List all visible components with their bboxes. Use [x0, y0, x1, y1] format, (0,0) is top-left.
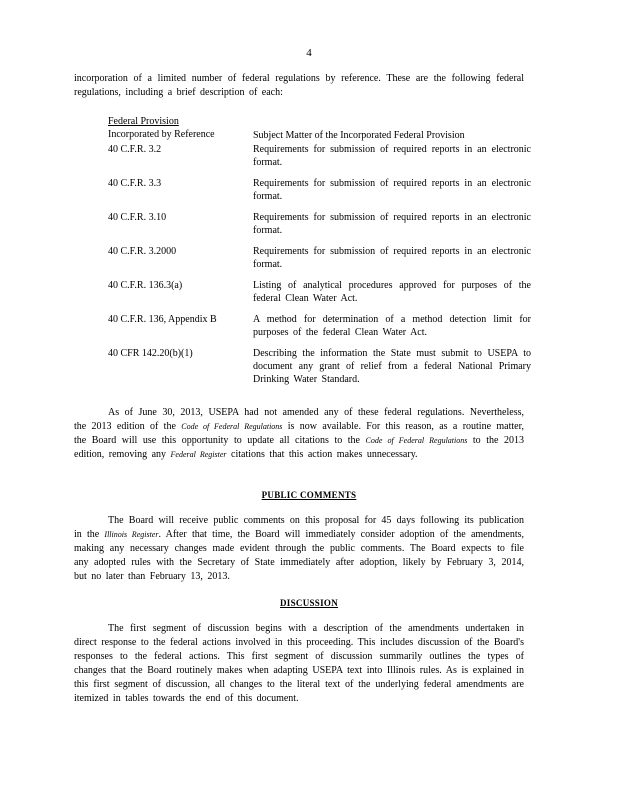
header-federal-provision: [108, 115, 248, 141]
header-subject-matter: Subject Matter of the Incorporated Federal Provision: [253, 130, 465, 141]
row-citation: 40 C.F.R. 3.10: [108, 212, 167, 223]
row-citation: 40 C.F.R. 3.3: [108, 178, 162, 189]
row-citation: 40 C.F.R. 3.2000: [108, 246, 177, 257]
heading-text: DISCUSSION: [279, 598, 339, 608]
text-run: The Board will receive public comments on this proposal for 45 days following its publication in the: [74, 515, 524, 540]
discussion-paragraph: The first segment of discussion begins with a description of the amendments undertaken in direct response to the federal actions involved in this proceeding. This includes discussion of the Board's responses to the federal actions. This first segment of discussion summarily outlines the types of changes that the Board routinely makes when adapting USEPA text into Illinois rules. As is explained in this first segment of discussion, all changes to the literal text of the underlying federal amendments are itemized in tables towards the end of this document.: [74, 623, 524, 704]
header-left-line2: Incorporated by Reference: [108, 129, 215, 140]
row-description: Requirements for submission of required reports in an electronic format.: [253, 144, 531, 168]
table-row: [108, 279, 538, 313]
row-description: Listing of analytical procedures approved for purposes of the federal Clean Water Act.: [253, 280, 531, 304]
row-citation: 40 C.F.R. 136.3(a): [108, 280, 183, 291]
text-run: to the 2013 edition, removing any: [74, 435, 525, 460]
federal-register-title: Federal Register: [170, 450, 227, 459]
cfr-title: Code of Federal Regulations: [181, 422, 283, 431]
intro-paragraph: incorporation of a limited number of federal regulations by reference. These are the following federal regulations, including a brief description of each:: [74, 73, 524, 98]
text-run: As of June 30, 2013, USEPA had not amended any of these federal regulations. Nevertheless, the 2013 edition of the: [74, 407, 524, 432]
public-comments-paragraph: [74, 514, 524, 584]
row-description: Describing the information the State must submit to USEPA to document any grant of relief from a federal National Primary Drinking Water Standard.: [253, 348, 531, 385]
table-row: [108, 347, 538, 389]
table-row: [108, 313, 538, 347]
text-run: . After that time, the Board will immediately consider adoption of the amendments, making any necessary changes made evident through the public comments. The Board expects to file any adopted rules with the Secretary of State immediately after adoption, likely by February 3, 2014, but no later than February 13, 2013.: [74, 529, 524, 582]
row-description: Requirements for submission of required reports in an electronic format.: [253, 212, 531, 236]
table-row: [108, 211, 538, 245]
header-left-line1: Federal Provision: [108, 116, 179, 127]
illinois-register-title: Illinois Register: [104, 530, 159, 539]
public-comments-heading: [0, 490, 618, 500]
cfr-title: Code of Federal Regulations: [365, 436, 468, 445]
table-row: [108, 143, 538, 177]
discussion-heading: [0, 598, 618, 608]
text-run: citations that this action makes unnecessary.: [226, 449, 418, 460]
text-run: is now available. For this reason, as a routine matter, the Board will use this opportunity to update all citations to the: [74, 421, 525, 446]
table-row: [108, 245, 538, 279]
page-number: 4: [306, 47, 312, 59]
row-description: Requirements for submission of required reports in an electronic format.: [253, 246, 531, 270]
heading-text: PUBLIC COMMENTS: [261, 490, 357, 500]
federal-regulations-paragraph: [74, 406, 524, 462]
row-description: Requirements for submission of required reports in an electronic format.: [253, 178, 531, 202]
row-citation: 40 C.F.R. 3.2: [108, 144, 162, 155]
regulations-table: [108, 115, 538, 389]
row-citation: 40 C.F.R. 136, Appendix B: [108, 314, 217, 325]
row-description: A method for determination of a method detection limit for purposes of the federal Clean Water Act.: [253, 314, 531, 338]
row-citation: 40 CFR 142.20(b)(1): [108, 348, 193, 359]
table-header: [108, 115, 538, 143]
table-row: [108, 177, 538, 211]
